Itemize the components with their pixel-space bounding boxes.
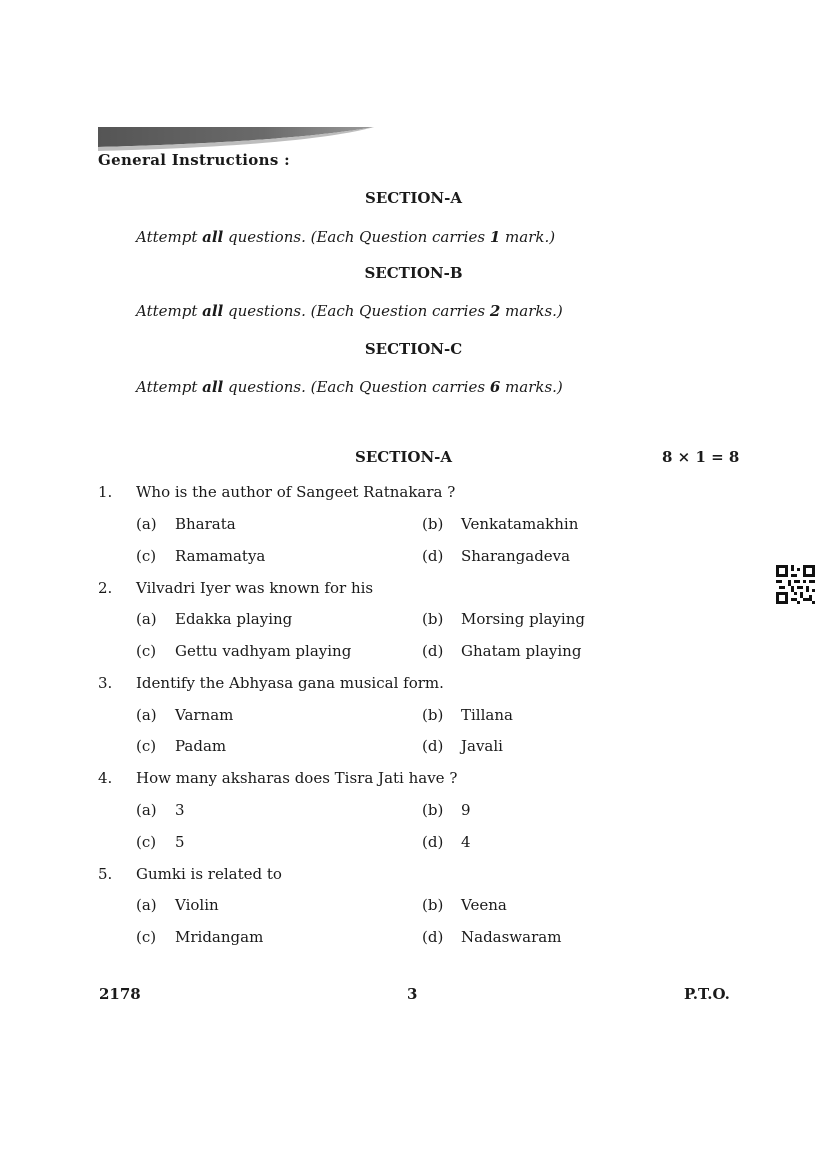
option-text: Morsing playing [461,610,585,628]
option-label: (c) [136,928,157,946]
option-label: (d) [422,642,444,660]
option-text: Sharangadeva [461,547,571,565]
option-text: Bharata [175,515,236,533]
general-instructions-title: General Instructions : [98,151,290,169]
option-text: Edakka playing [175,610,293,628]
question-text: Gumki is related to [136,865,282,883]
option-text: 3 [175,801,185,819]
option-text: Tillana [461,706,513,724]
option-text: 4 [461,833,471,851]
option-text: Mridangam [175,928,264,946]
question-text: Who is the author of Sangeet Ratnakara ? [136,483,456,501]
option-text: Gettu vadhyam playing [175,642,352,660]
option-label: (c) [136,833,157,851]
instruction-section-b-text: Attempt all questions. (Each Question carries 2 marks.) [136,302,563,320]
option-label: (c) [136,547,157,565]
option-label: (c) [136,737,157,755]
option-label: (d) [422,928,444,946]
option-label: (b) [422,896,444,914]
question-text: How many aksharas does Tisra Jati have ? [136,769,458,787]
section-a-marks: 8 × 1 = 8 [662,448,740,466]
option-text: Veena [461,896,507,914]
header-swoosh-graphic [98,127,374,151]
option-label: (d) [422,833,444,851]
question-text: Identify the Abhyasa gana musical form. [136,674,444,692]
option-text: Padam [175,737,227,755]
option-label: (b) [422,706,444,724]
option-label: (a) [136,610,157,628]
instruction-section-a-heading: SECTION-A [364,189,463,207]
question-number: 3. [98,674,113,692]
question-number: 2. [98,579,113,597]
instruction-section-c-heading: SECTION-C [364,340,463,358]
option-text: Nadaswaram [461,928,562,946]
option-label: (b) [422,515,444,533]
option-label: (b) [422,801,444,819]
question-number: 1. [98,483,113,501]
instruction-section-b-heading: SECTION-B [364,264,463,282]
question-text: Vilvadri Iyer was known for his [136,579,374,597]
option-text: 9 [461,801,471,819]
option-label: (a) [136,706,157,724]
option-label: (a) [136,801,157,819]
option-label: (d) [422,737,444,755]
option-text: Varnam [175,706,234,724]
option-label: (c) [136,642,157,660]
paper-code: 2178 [99,985,141,1003]
question-number: 5. [98,865,113,883]
option-label: (a) [136,896,157,914]
question-number: 4. [98,769,113,787]
option-text: Venkatamakhin [461,515,579,533]
option-label: (a) [136,515,157,533]
option-label: (d) [422,547,444,565]
instruction-section-a-text: Attempt all questions. (Each Question carries 1 mark.) [136,228,556,246]
option-text: Ghatam playing [461,642,582,660]
pto-label: P.T.O. [684,985,730,1003]
option-text: 5 [175,833,185,851]
page-number: 3 [407,985,418,1003]
option-text: Ramamatya [175,547,266,565]
instruction-section-c-text: Attempt all questions. (Each Question carries 6 marks.) [136,378,563,396]
option-label: (b) [422,610,444,628]
option-text: Violin [175,896,219,914]
qr-code-icon [776,565,815,604]
section-a-title: SECTION-A [355,448,453,466]
option-text: Javali [461,737,503,755]
